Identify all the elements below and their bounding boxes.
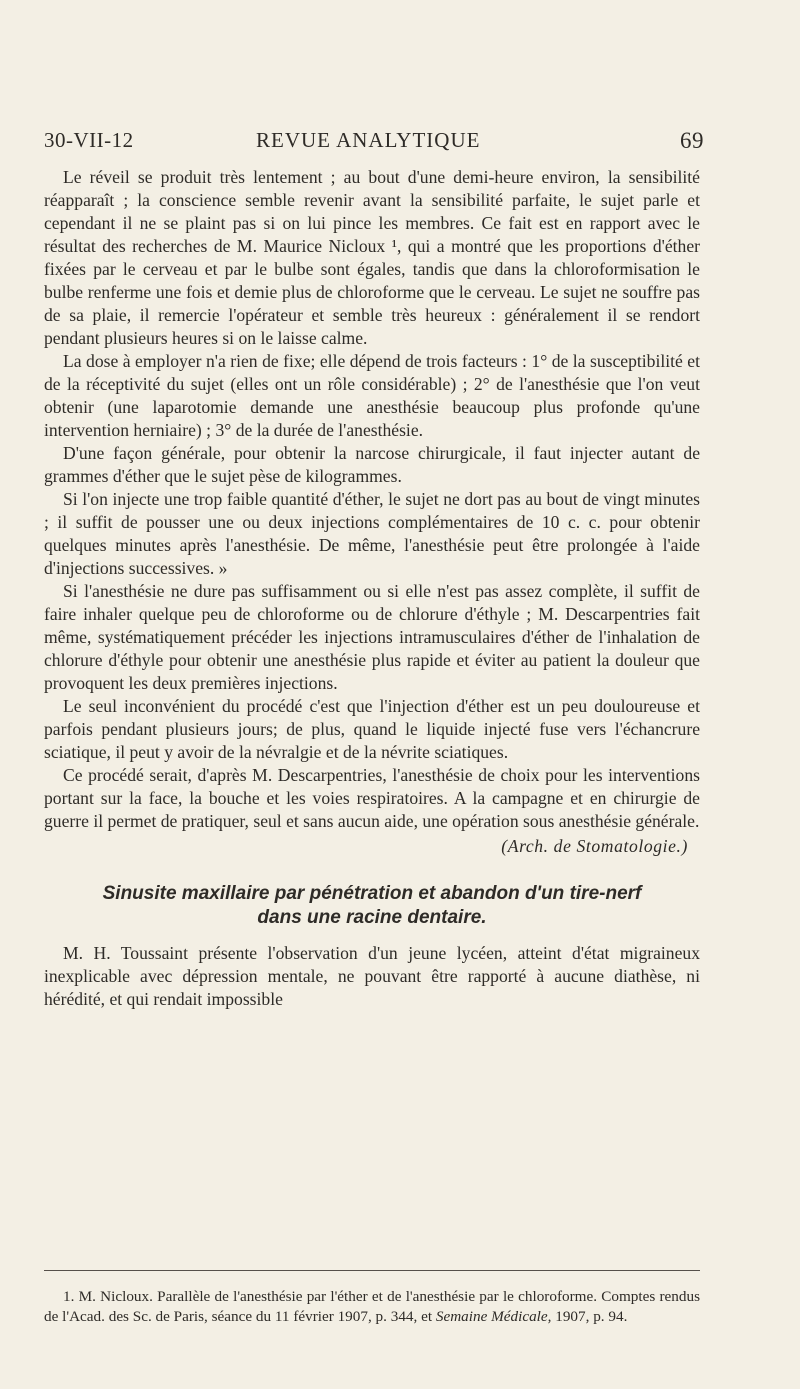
footnote-text: 1. M. Nicloux. Parallèle de l'anesthésie par l'éther et de l'anesthésie par le chloroforme. Comptes rendus de l'Acad. des Sc. de Paris, séance du 11 février 1907, p. 344, et xyxy=(44,1288,700,1325)
footnote xyxy=(44,1287,700,1327)
section-title xyxy=(44,882,700,930)
article-body xyxy=(44,166,700,1011)
running-title: REVUE ANALYTIQUE xyxy=(256,128,481,152)
page-number: 69 xyxy=(680,128,704,153)
section-title-line: Sinusite maxillaire par pénétration et abandon d'un tire-nerf xyxy=(102,883,642,904)
footnote-journal: Semaine Médicale, xyxy=(435,1308,552,1325)
paragraph: D'une façon générale, pour obtenir la narcose chirurgicale, il faut injecter autant de grammes d'éther que le sujet pèse de kilogrammes. xyxy=(44,443,700,486)
source-citation: (Arch. de Stomatologie.) xyxy=(501,836,688,856)
section-title-line: dans une racine dentaire. xyxy=(257,907,487,928)
paragraph: Si l'on injecte une trop faible quantité d'éther, le sujet ne dort pas au bout de vingt minutes ; il suffit de pousser une ou deux injections complémentaires de 10 c. c. pour obtenir quelques minutes après l'anesthésie. De même, l'anesthésie peut être prolongée à l'aide d'injections successives. » xyxy=(44,489,700,578)
footnote-divider xyxy=(44,1270,700,1271)
footnote-text-end: 1907, p. 94. xyxy=(555,1308,628,1325)
paragraph: Ce procédé serait, d'après M. Descarpentries, l'anesthésie de choix pour les interventions portant sur la face, la bouche et les voies respiratoires. A la campagne et en chirurgie de guerre il permet de pratiquer, seul et sans aucun aide, une opération sous anesthésie générale. xyxy=(44,765,700,831)
header-date: 30-VII-12 xyxy=(44,128,134,152)
paragraph: La dose à employer n'a rien de fixe; elle dépend de trois facteurs : 1° de la susceptibilité et de la réceptivité du sujet (elles ont un rôle considérable) ; 2° de l'anesthésie que l'on veut obtenir (une laparotomie demande une anesthésie beaucoup plus profonde qu'une intervention herniaire) ; 3° de la durée de l'anesthésie. xyxy=(44,351,700,440)
paragraph: M. H. Toussaint présente l'observation d'un jeune lycéen, atteint d'état migraineux inexplicable avec dépression mentale, ne pouvant être rapporté à aucune diathèse, ni hérédité, et qui rendait impossible xyxy=(44,943,700,1009)
page-header xyxy=(44,128,704,158)
paragraph: Le réveil se produit très lentement ; au bout d'une demi-heure environ, la sensibilité réapparaît ; la conscience semble revenir avant la sensibilité parfaite, le sujet parle et cependant il ne se plaint pas si on lui pince les membres. Ce fait est en rapport avec le résultat des recherches de M. Maurice Nicloux ¹, qui a montré que les proportions d'éther fixées par le cerveau et par le bulbe sont égales, tandis que dans la chloroformisation le bulbe renferme une fois et demie plus de chloroforme que le cerveau. Le sujet ne souffre pas de sa plaie, il remercie l'opérateur et semble très heureux : généralement il se rendort pendant plusieurs heures si on le laisse calme. xyxy=(44,167,700,348)
paragraph: Le seul inconvénient du procédé c'est que l'injection d'éther est un peu douloureuse et parfois pendant plusieurs jours; de plus, quand le liquide injecté fuse vers l'échancrure sciatique, il peut y avoir de la névralgie et de la névrite sciatiques. xyxy=(44,696,700,762)
paragraph: Si l'anesthésie ne dure pas suffisamment ou si elle n'est pas assez complète, il suffit de faire inhaler quelque peu de chloroforme ou de chlorure d'éthyle ; M. Descarpentries fait même, systématiquement précéder les injections intramusculaires d'éther de l'inhalation de chlorure d'éthyle pour obtenir une anesthésie plus rapide et éviter au patient la douleur que provoquent les deux premières injections. xyxy=(44,581,700,693)
